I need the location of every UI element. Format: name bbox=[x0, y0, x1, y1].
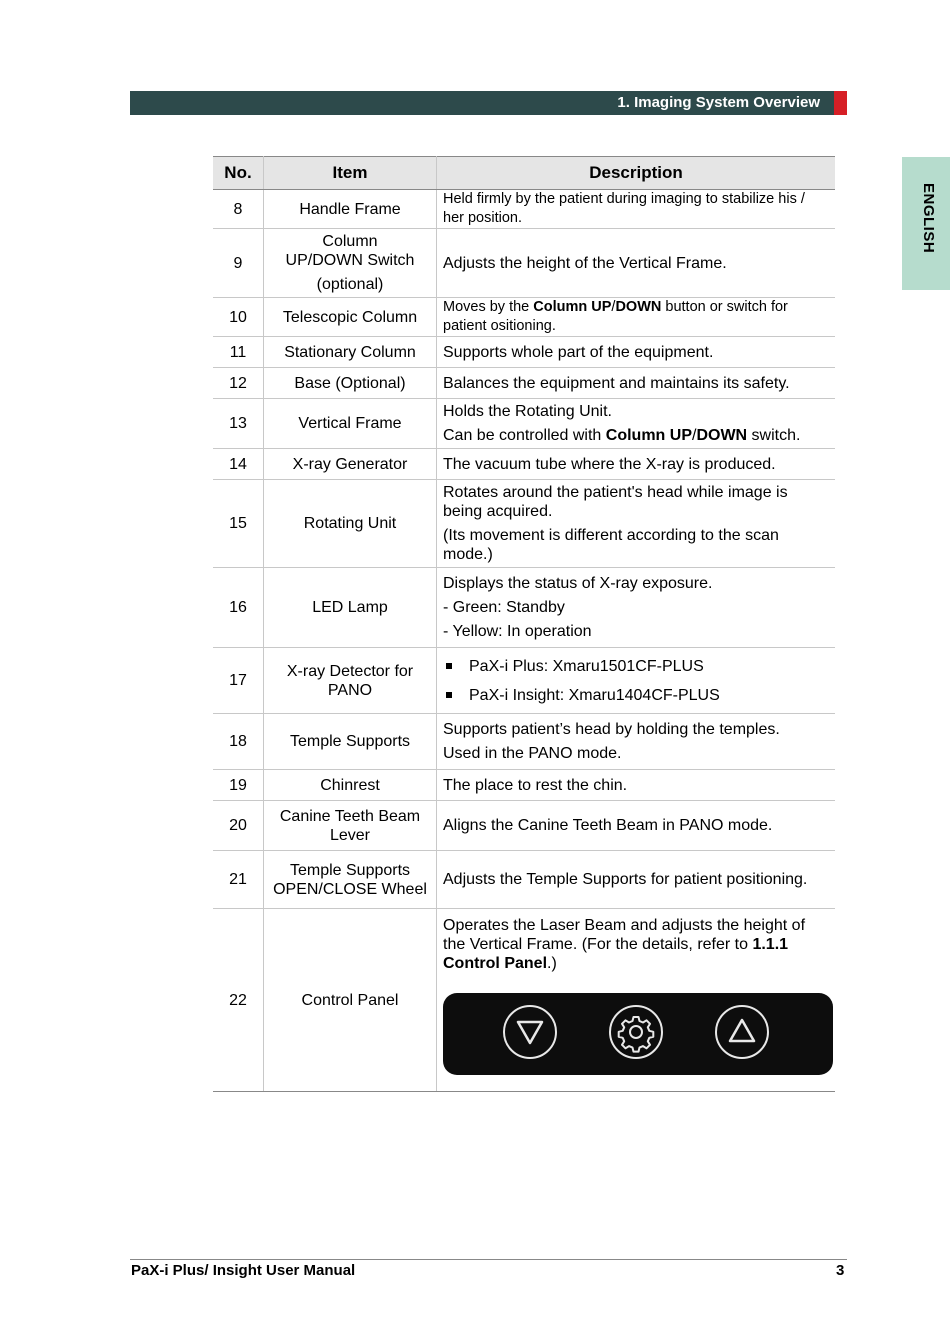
row-number: 10 bbox=[213, 298, 264, 337]
row-description: Balances the equipment and maintains its safety. bbox=[437, 368, 836, 399]
table-row bbox=[213, 399, 835, 449]
row-item: Temple Supports bbox=[264, 714, 437, 770]
table-row bbox=[213, 190, 835, 229]
column-header-description: Description bbox=[437, 157, 836, 190]
bullet-square-icon bbox=[446, 692, 452, 698]
row-number: 13 bbox=[213, 399, 264, 449]
row-number: 9 bbox=[213, 229, 264, 298]
row-number: 12 bbox=[213, 368, 264, 399]
desc-line: Supports patient’s head by holding the temples. bbox=[443, 721, 780, 738]
table-row bbox=[213, 851, 835, 909]
desc-bold-text: DOWN bbox=[696, 427, 748, 444]
gear-icon bbox=[609, 1005, 663, 1059]
control-panel-image bbox=[443, 993, 833, 1075]
desc-line: Displays the status of X-ray exposure. bbox=[443, 575, 713, 592]
row-item: X-ray Detector for PANO bbox=[264, 648, 437, 714]
row-description: The place to rest the chin. bbox=[437, 770, 836, 801]
row-description: Supports whole part of the equipment. bbox=[437, 337, 836, 368]
table-row bbox=[213, 298, 835, 337]
desc-bold-text: Column UP bbox=[605, 427, 692, 444]
desc-line: (Its movement is different according to the scan mode.) bbox=[443, 527, 779, 563]
row-item-line: Column bbox=[322, 233, 378, 250]
desc-line: - Green: Standby bbox=[443, 599, 565, 616]
row-number: 19 bbox=[213, 770, 264, 801]
row-number: 15 bbox=[213, 480, 264, 568]
row-description: Aligns the Canine Teeth Beam in PANO mode. bbox=[437, 801, 836, 851]
section-header-bar bbox=[130, 91, 834, 115]
row-description bbox=[437, 568, 836, 648]
row-number: 11 bbox=[213, 337, 264, 368]
row-description bbox=[437, 714, 836, 770]
desc-text: / bbox=[691, 427, 697, 444]
row-item: Handle Frame bbox=[264, 190, 437, 229]
footer-manual-title: PaX-i Plus/ Insight User Manual bbox=[131, 1262, 356, 1279]
row-number: 17 bbox=[213, 648, 264, 714]
table-row bbox=[213, 480, 835, 568]
desc-line: - Yellow: In operation bbox=[443, 623, 592, 640]
row-item: LED Lamp bbox=[264, 568, 437, 648]
column-header-item: Item bbox=[264, 157, 437, 190]
component-table bbox=[213, 156, 835, 1092]
section-title: 1. Imaging System Overview bbox=[617, 94, 820, 111]
row-description: Held firmly by the patient during imaging to stabilize his / her position. bbox=[437, 190, 836, 229]
table-row bbox=[213, 801, 835, 851]
bullet-item bbox=[443, 657, 829, 676]
row-number: 14 bbox=[213, 449, 264, 480]
desc-bold-text: Column UP bbox=[533, 299, 612, 315]
table-row bbox=[213, 449, 835, 480]
desc-line bbox=[443, 426, 829, 445]
row-description: Adjusts the Temple Supports for patient positioning. bbox=[437, 851, 836, 909]
row-description bbox=[437, 298, 836, 337]
row-item-line: (optional) bbox=[316, 276, 384, 293]
row-number: 22 bbox=[213, 909, 264, 1092]
row-item: Temple Supports OPEN/CLOSE Wheel bbox=[264, 851, 437, 909]
table-row bbox=[213, 337, 835, 368]
bullet-text: PaX-i Plus: Xmaru1501CF-PLUS bbox=[469, 657, 704, 675]
column-header-no: No. bbox=[213, 157, 264, 190]
row-description bbox=[437, 909, 836, 1092]
row-description: Adjusts the height of the Vertical Frame. bbox=[437, 229, 836, 298]
row-number: 20 bbox=[213, 801, 264, 851]
row-description: The vacuum tube where the X-ray is produced. bbox=[437, 449, 836, 480]
table-row bbox=[213, 368, 835, 399]
footer-page-number: 3 bbox=[836, 1262, 845, 1279]
bullet-square-icon bbox=[446, 663, 452, 669]
desc-line: Holds the Rotating Unit. bbox=[443, 403, 612, 420]
row-item-line: UP/DOWN Switch bbox=[285, 252, 415, 269]
row-item: Telescopic Column bbox=[264, 298, 437, 337]
row-item: Chinrest bbox=[264, 770, 437, 801]
footer-divider bbox=[130, 1259, 847, 1260]
desc-text: switch. bbox=[747, 427, 801, 444]
row-item bbox=[264, 229, 437, 298]
table-row bbox=[213, 568, 835, 648]
row-number: 8 bbox=[213, 190, 264, 229]
row-item: X-ray Generator bbox=[264, 449, 437, 480]
desc-text: .) bbox=[547, 954, 557, 972]
table-row bbox=[213, 909, 835, 1092]
row-item: Rotating Unit bbox=[264, 480, 437, 568]
row-number: 16 bbox=[213, 568, 264, 648]
desc-bold-text: DOWN bbox=[615, 299, 662, 315]
row-item: Base (Optional) bbox=[264, 368, 437, 399]
row-description bbox=[437, 399, 836, 449]
language-tab bbox=[902, 157, 950, 290]
language-label: ENGLISH bbox=[920, 183, 937, 254]
desc-text: / bbox=[611, 299, 616, 315]
desc-text: Can be controlled with bbox=[443, 427, 606, 444]
row-item: Stationary Column bbox=[264, 337, 437, 368]
table-row bbox=[213, 714, 835, 770]
row-description bbox=[437, 648, 836, 714]
table-row bbox=[213, 648, 835, 714]
bullet-item bbox=[443, 686, 829, 705]
desc-line bbox=[443, 916, 829, 973]
header-accent-block bbox=[834, 91, 847, 115]
row-number: 21 bbox=[213, 851, 264, 909]
desc-line: Used in the PANO mode. bbox=[443, 745, 622, 762]
desc-line: Rotates around the patient's head while image is being acquired. bbox=[443, 484, 788, 520]
row-item: Vertical Frame bbox=[264, 399, 437, 449]
desc-text: button or switch for patient ositioning. bbox=[443, 299, 788, 334]
table-row bbox=[213, 229, 835, 298]
row-item: Control Panel bbox=[264, 909, 437, 1092]
desc-bold-text: 1.1.1 Control Panel bbox=[443, 935, 789, 972]
desc-text: Operates the Laser Beam and adjusts the height of the Vertical Frame. (For the details, refer to bbox=[443, 916, 806, 953]
row-item: Canine Teeth Beam Lever bbox=[264, 801, 437, 851]
up-triangle-icon bbox=[715, 1005, 769, 1059]
down-triangle-icon bbox=[503, 1005, 557, 1059]
table-row bbox=[213, 770, 835, 801]
desc-text: Moves by the bbox=[443, 299, 534, 315]
row-number: 18 bbox=[213, 714, 264, 770]
row-description bbox=[437, 480, 836, 568]
table-header-row bbox=[213, 157, 835, 190]
bullet-text: PaX-i Insight: Xmaru1404CF-PLUS bbox=[469, 686, 720, 704]
